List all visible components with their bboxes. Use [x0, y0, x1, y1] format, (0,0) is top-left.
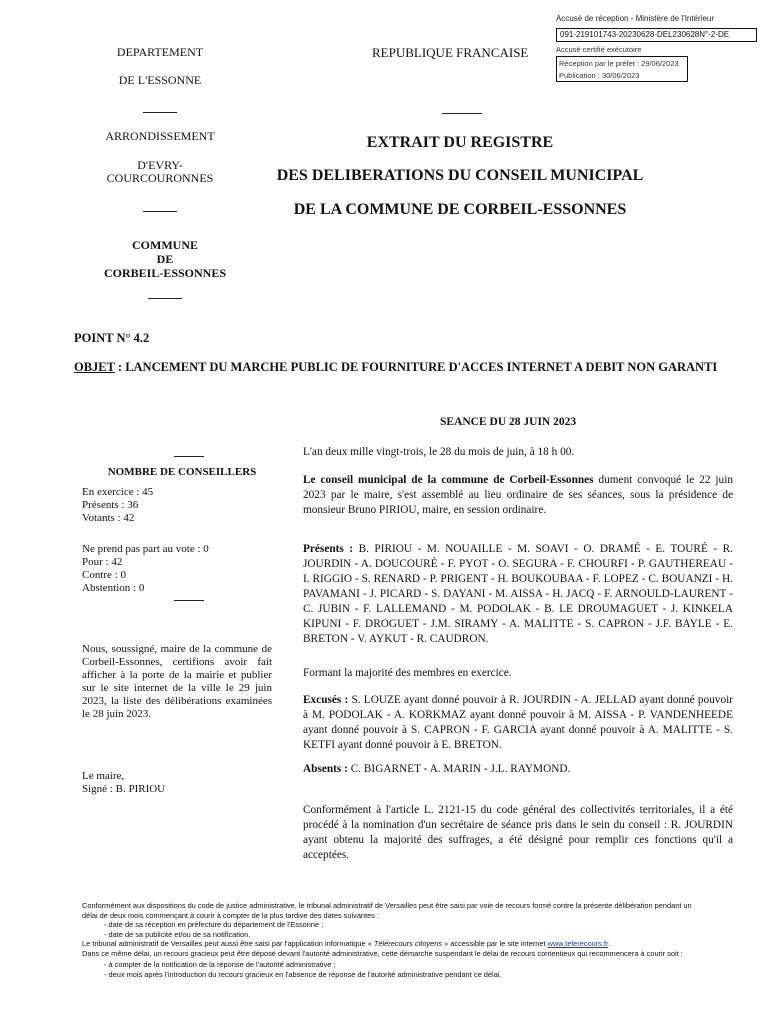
legal-p2: [82, 939, 694, 949]
republique-label: REPUBLIQUE FRANCAISE: [372, 45, 529, 60]
title-line2: DES DELIBERATIONS DU CONSEIL MUNICIPAL: [276, 167, 644, 184]
conseillers-exercice: En exercice : 45: [82, 486, 154, 498]
vote-ne-prend-pas: Ne prend pas part au vote : 0: [82, 543, 209, 555]
vote-pour: Pour : 42: [82, 556, 123, 568]
vote-contre: Contre : 0: [82, 569, 126, 581]
convocation-bold: Le conseil municipal de la commune de Corbeil-Essonnes: [303, 474, 594, 486]
presents-text: B. PIRIOU - M. NOUAILLE - M. SOAVI - O. DRAMÉ - E. TOURÉ - R. JOURDIN - A. DOUCOURÉ - F. PYOT - O. SEGURA - F. CHOURFI - P. GAUTHEREAU - I. RIGGIO - S. RENARD - P. PRIGENT - H. BOUKOUBAA - F. LOPEZ - C. BOUANZI - H. PAVAMANI - J. PICARD - S. DAYANI - M. AISSA - H. JACQ - F. ARNOULD-LAURENT - C. JUBIN - F. LALLEMAND - M. PODOLAK - B. LE DROUMAGUET - J. KINKELA KIPUNI - F. DROGUET - J.M. SIRAMY - A. MALITTE - S. CAPRON - J.F. BAYLE - E. BRETON - V. AYKUT - R. CAUDRON.: [303, 543, 733, 645]
legal-notice: [82, 901, 694, 979]
legal-p2-text: Le tribunal administratif de Versailles peut aussi être saisi par l'application informatique «: [82, 939, 374, 948]
legal-item: - à compter de la notification de la réponse de l'autorité administrative ;: [104, 960, 694, 970]
secretaire-paragraph: Conformément à l'article L. 2121-15 du code général des collectivités territoriales, il a été procédé à la nomination d'un secrétaire de séance pris dans le sein du conseil : R. JOURDIN ayant obtenu la majorité des suffrages, a été désigné pour remplir ces fonctions qu'il a acceptées.: [303, 804, 733, 861]
stamp-publication: Publication : 30/06/2023: [559, 71, 640, 80]
conseillers-votants: Votants : 42: [82, 512, 135, 524]
presents-label: Présents :: [303, 543, 354, 555]
essonne-label: DE L'ESSONNE: [118, 73, 202, 87]
majorite: Formant la majorité des membres en exercice.: [303, 667, 512, 679]
objet-label: OBJET: [74, 360, 115, 374]
excuses-label: Excusés :: [303, 694, 349, 706]
excuses-text: S. LOUZE ayant donné pouvoir à R. JOURDIN - A. JELLAD ayant donné pouvoir à M. PODOLAK - A. KORKMAZ ayant donné pouvoir à M. AISSA - P. VANDENHEEDE ayant donné pouvoir à S. CAPRON - F. GARCIA ayant donné pouvoir à A. MALITTE - S. KETFI ayant donné pouvoir à E. BRETON.: [303, 694, 734, 751]
telerecours-link[interactable]: www.telerecours.fr: [547, 939, 609, 948]
seance-opening: L'an deux mille vingt-trois, le 28 du mois de juin, à 18 h 00.: [303, 446, 575, 458]
title-line1: EXTRAIT DU REGISTRE: [366, 134, 554, 151]
divider: [174, 600, 204, 601]
legal-item: - date de sa publicité et/ou de sa notification.: [104, 930, 694, 940]
legal-item: - deux mois après l'introduction du recours gracieux en l'absence de réponse de l'autorité administrative pendant ce délai.: [104, 970, 694, 980]
certification-text: Nous, soussigné, maire de la commune de Corbeil-Essonnes, certifions avoir fait afficher à la porte de la mairie et publier sur le site internet de la ville le 29 juin 2023, la liste des délibérations examinées le 28 juin 2023.: [82, 643, 272, 720]
corbeil-label: CORBEIL-ESSONNES: [103, 266, 227, 280]
legal-p2-text: .: [608, 939, 611, 948]
title-line3: DE LA COMMUNE DE CORBEIL-ESSONNES: [293, 201, 627, 218]
de-label: DE: [156, 252, 174, 266]
convocation-text: dument convoqué le 22 juin 2023 par le maire, s'est assemblé au lieu ordinaire de ses séances, sous la présidence de monsieur Bruno PIRIOU, maire, en session ordinaire.: [303, 474, 733, 516]
stamp-id: 091-219101743-20230628-DEL230628N°-2-DE: [556, 28, 757, 42]
legal-list-2: [82, 960, 694, 979]
signature-title: Le maire,: [82, 770, 125, 782]
stamp-caption: Accusé de réception - Ministère de l'Intérieur: [556, 14, 715, 23]
divider: [65, 298, 265, 299]
divider: [60, 211, 260, 212]
presents-list: [303, 542, 733, 647]
legal-item: - date de sa réception en préfecture du département de l'Essonne ;: [104, 920, 694, 930]
legal-p3: Dans ce même délai, un recours gracieux peut être déposé devant l'autorité administrative, cette démarche suspendant le délai de recours contentieux qui recommencera à courir soit :: [82, 948, 683, 958]
evry-line1: D'EVRY-: [137, 158, 183, 172]
conseillers-heading: NOMBRE DE CONSEILLERS: [107, 466, 257, 478]
point-number: POINT N° 4.2: [74, 331, 150, 345]
legal-p1: Conformément aux dispositions du code de justice administrative, le tribunal administratif de Versailles peut être saisi par voie de recours formé contre la présente délibération pendant un délai de deux mois commençant à courir à compter de la plus tardive des dates suivantes :: [82, 901, 692, 920]
excuses-list: [303, 693, 733, 753]
legal-p2-text: » accessible par le site internet: [442, 939, 548, 948]
absents-list: [303, 762, 733, 777]
divider: [442, 113, 482, 114]
arrondissement-label: ARRONDISSEMENT: [105, 129, 215, 143]
seance-date: SEANCE DU 28 JUIN 2023: [440, 416, 577, 428]
departement-label: DEPARTEMENT: [116, 45, 204, 59]
stamp-certified: Accusé certifié exécutoire: [556, 45, 642, 54]
vote-abstention: Abstention : 0: [82, 582, 145, 594]
objet-sep: :: [114, 360, 126, 374]
absents-label: Absents :: [303, 763, 348, 775]
telerecours-app-name: Télérecours citoyens: [373, 939, 443, 948]
stamp-reception: Réception par le préfet : 29/06/2023: [559, 59, 679, 68]
legal-list-1: [82, 920, 694, 939]
objet: [74, 360, 734, 375]
commune-label: COMMUNE: [132, 238, 198, 252]
absents-text: C. BIGARNET - A. MARIN - J.L. RAYMOND.: [347, 763, 571, 775]
evry-line2: COURCOURONNES: [106, 171, 214, 185]
objet-text: LANCEMENT DU MARCHE PUBLIC DE FOURNITURE D'ACCES INTERNET A DEBIT NON GARANTI: [125, 360, 718, 374]
divider: [174, 456, 204, 457]
signature-name: Signé : B. PIRIOU: [82, 783, 166, 795]
convocation: [303, 473, 733, 518]
conseillers-presents: Présents : 36: [82, 499, 139, 511]
divider: [60, 112, 260, 113]
